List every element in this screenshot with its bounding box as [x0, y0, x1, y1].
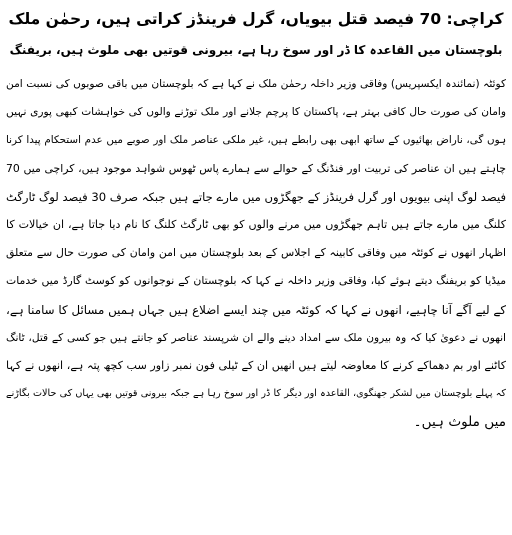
body-line: انھوں نے دعویٰ کیا کہ وہ بیرون ملک سے امداد دینے والے ان شرپسند عناصر کو جانتے ہیں جو کسی کے قتل، ٹانگ — [6, 331, 506, 344]
body-line: اظہار انھوں نے کوئٹہ میں وفاقی کابینہ کے اجلاس کے بعد بلوچستان میں امن وامان کی صورت حال سے متعلق — [6, 246, 506, 260]
body-line: کاٹنے اور بم دھماکے کرنے کا معاوضہ لیتے ہیں انھیں ان کے ٹیلی فون نمبر زاور سب کچھ پتہ ہے، انھوں نے کہا — [6, 359, 506, 373]
body-line: ہوں گی، ناراض بھائیوں کے ساتھ ابھی بھی رابطے ہیں، غیر ملکی عناصر ملک اور صوبے میں عدم استحکام پیدا کرنا — [6, 134, 506, 147]
body-line-last: میں ملوث ہیں۔ — [413, 414, 506, 431]
body-line: چاہتے ہیں ان عناصر کی تربیت اور فنڈنگ کے حوالے سے ہمارے پاس ٹھوس شواہد موجود ہیں، کراچی میں 70 — [6, 161, 506, 175]
article-body — [6, 70, 506, 437]
body-line: کہ پہلے بلوچستان میں لشکر جھنگوی، القاعدہ اور دیگر کا ڈر اور سوخ رہا ہے جبکہ بیرونی قوتیں بھی یہاں کی حالات بگاڑنے — [6, 388, 506, 400]
body-line: میڈیا کو بریفنگ دیتے ہوئے کیا، وفاقی وزیر داخلہ نے کہا کہ بلوچستان کے نوجوانوں کو کوسٹ گارڈ میں خدمات — [6, 274, 506, 288]
headline — [6, 4, 506, 66]
headline-line-1: کراچی: 70 فیصد قتل بیویاں، گرل فرینڈز کراتی ہیں، رحمٰن ملک — [8, 10, 504, 28]
headline-line-2: بلوچستان میں القاعدہ کا ڈر اور سوخ رہا ہے، بیرونی قوتیں بھی ملوث ہیں، بریفنگ — [9, 43, 503, 57]
news-article — [6, 4, 506, 437]
body-line: فیصد لوگ اپنی بیویوں اور گرل فرینڈز کے جھگڑوں میں مارے جاتے ہیں جبکہ صرف 30 فیصد لوگ ٹارگٹ — [6, 189, 506, 204]
body-line: کے لیے آگے آنا چاہیے، انھوں نے کہا کہ کوئٹہ میں چند ایسے اضلاع ہیں جہاں ہمیں مسائل کا سامنا ہے، — [6, 302, 506, 317]
body-line: کوئٹہ (نمائندہ ایکسپریس) وفاقی وزیر داخلہ رحمٰن ملک نے کہا ہے کہ بلوچستان میں باقی صوبوں کی نسبت امن — [6, 78, 506, 90]
body-line: کلنگ میں مارے جاتے ہیں تاہم جھگڑوں میں مرنے والوں کو بھی ٹارگٹ کلنگ کا نام دیا جاتا ہے، ان خیالات کا — [6, 218, 506, 232]
body-line: وامان کی صورت حال کافی بہتر ہے، پاکستان کا پرچم جلانے اور ملک توڑنے والوں کی خواہشات کبھی پوری نہیں — [6, 106, 506, 119]
